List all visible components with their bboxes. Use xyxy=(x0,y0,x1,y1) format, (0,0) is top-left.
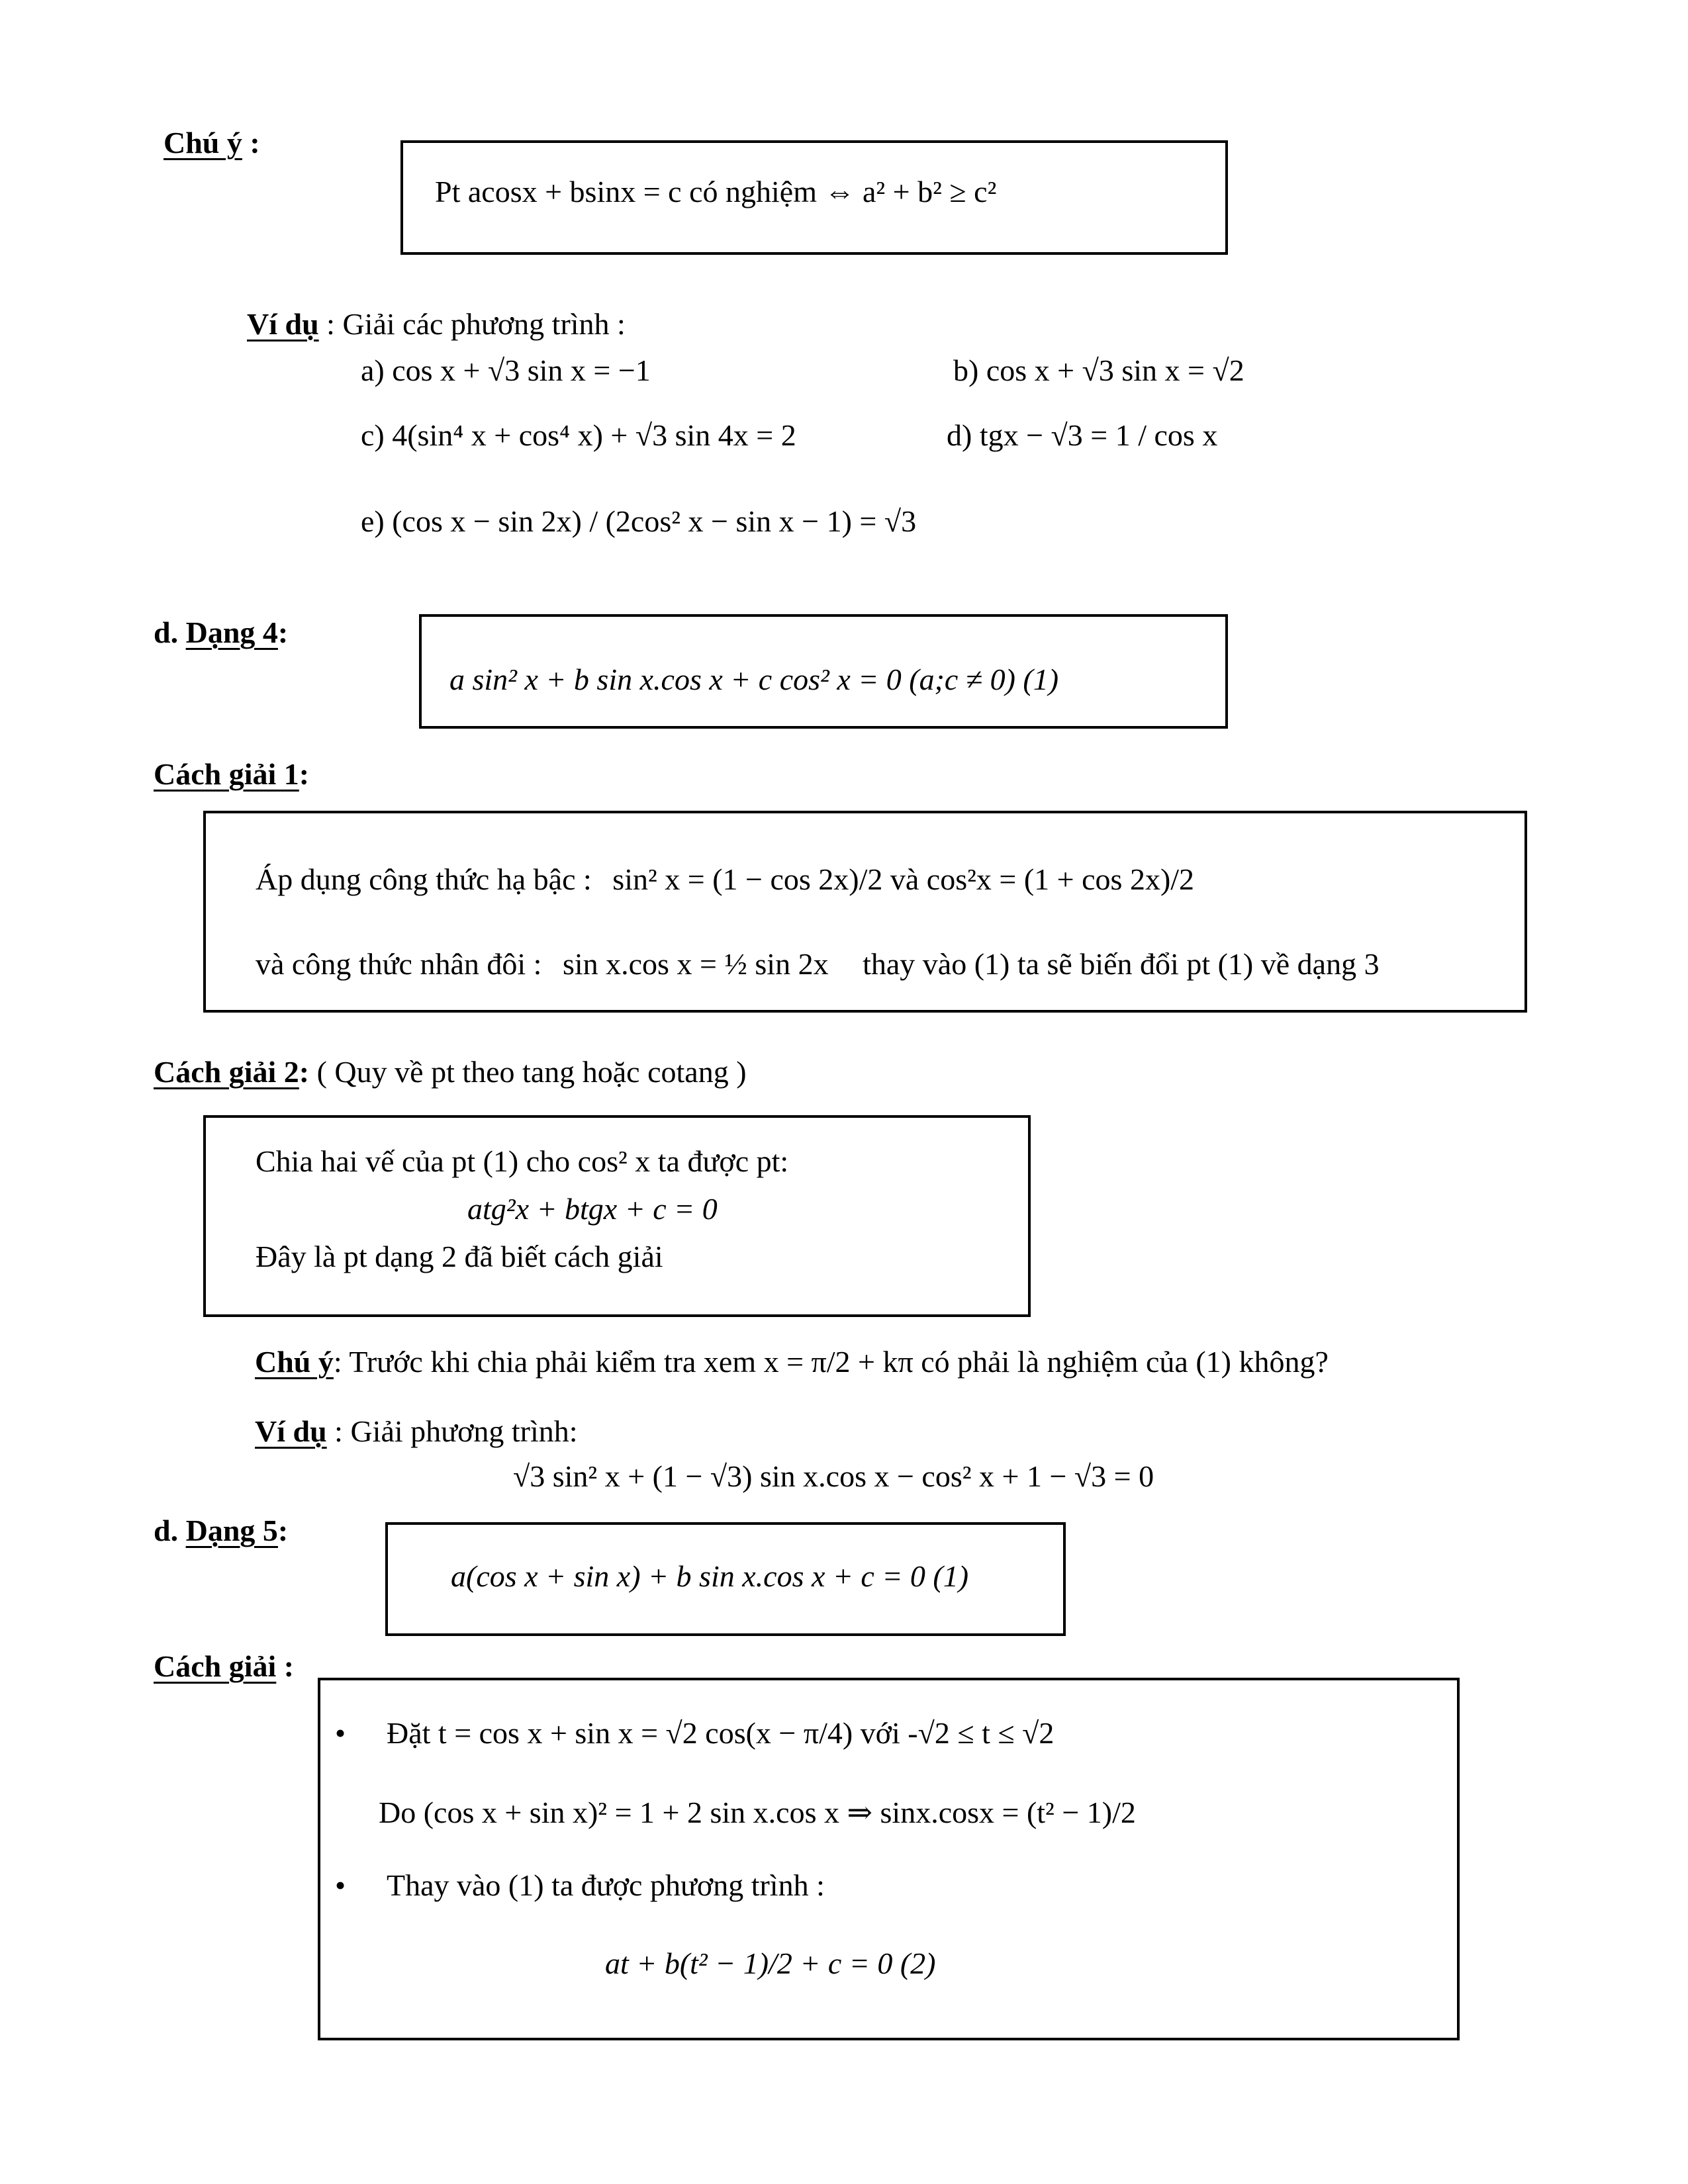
form5-label: Dạng 5 xyxy=(185,1514,278,1547)
method5-colon: : xyxy=(276,1649,295,1683)
note-label: Chú ý xyxy=(164,126,242,159)
method1-line2-post: thay vào (1) ta sẽ biến đổi pt (1) về dạng 3 xyxy=(863,947,1380,981)
form4-heading xyxy=(154,614,288,651)
form4-label: Dạng 4 xyxy=(185,615,278,649)
method2-box-line3: Đây là pt dạng 2 đã biết cách giải xyxy=(256,1240,663,1273)
method2-example-text: : Giải phương trình: xyxy=(326,1414,578,1448)
method2-label: Cách giải 2 xyxy=(154,1055,299,1089)
method2-note-text: : Trước khi chia phải kiểm tra xem x = π/2 + kπ có phải là nghiệm của (1) không? xyxy=(333,1345,1329,1379)
method5-bullet-1: • xyxy=(335,1716,346,1750)
method1-line1-formula: sin² x = (1 − cos 2x)/2 và cos²x = (1 + cos 2x)/2 xyxy=(612,862,1195,896)
method5-label: Cách giải xyxy=(154,1649,277,1683)
example1-e: e) (cos x − sin 2x) / (2cos² x − sin x − 1) = √3 xyxy=(361,504,917,538)
method1-line2-pre: và công thức nhân đôi : xyxy=(256,947,542,981)
note-box xyxy=(400,140,1228,255)
method1-heading xyxy=(154,756,309,792)
method1-line2 xyxy=(256,946,1380,982)
form4-box xyxy=(419,614,1228,729)
note-box-text: Pt acosx + bsinx = c có nghiệm ⇔ a² + b² ≥ c² xyxy=(435,175,997,208)
example1-b: b) cos x + √3 sin x = √2 xyxy=(953,353,1244,387)
method5-box xyxy=(318,1678,1460,2040)
form4-box-text: a sin² x + b sin x.cos x + c cos² x = 0 (a;c ≠ 0) (1) xyxy=(449,662,1059,696)
method2-example-label: Ví dụ xyxy=(255,1414,327,1448)
form5-prefix: d. xyxy=(154,1514,186,1547)
form4-colon: : xyxy=(277,615,289,649)
method2-box xyxy=(203,1115,1031,1317)
example1-heading xyxy=(247,306,626,342)
method5-line4: at + b(t² − 1)/2 + c = 0 (2) xyxy=(605,1946,936,1980)
method5-line1: Đặt t = cos x + sin x = √2 cos(x − π/4) với -√2 ≤ t ≤ √2 xyxy=(387,1716,1055,1750)
method1-line1 xyxy=(256,861,1194,897)
method2-subtitle: ( Quy về pt theo tang hoặc cotang ) xyxy=(309,1055,747,1089)
note-colon: : xyxy=(242,126,260,159)
form5-box-text: a(cos x + sin x) + b sin x.cos x + c = 0 (1) xyxy=(451,1559,969,1593)
method5-line2: Do (cos x + sin x)² = 1 + 2 sin x.cos x ⇒ sinx.cosx = (t² − 1)/2 xyxy=(379,1796,1136,1829)
method1-label: Cách giải 1 xyxy=(154,757,299,791)
method2-note xyxy=(255,1343,1329,1380)
example1-a: a) cos x + √3 sin x = −1 xyxy=(361,353,651,387)
form5-heading xyxy=(154,1512,288,1549)
form5-colon: : xyxy=(277,1514,289,1547)
method5-heading xyxy=(154,1648,294,1684)
example1-c: c) 4(sin⁴ x + cos⁴ x) + √3 sin 4x = 2 xyxy=(361,418,796,452)
method1-line2-formula: sin x.cos x = ½ sin 2x xyxy=(562,947,829,981)
example1-text: : Giải các phương trình : xyxy=(318,307,626,341)
example1-label: Ví dụ xyxy=(247,307,319,341)
method5-line3: Thay vào (1) ta được phương trình : xyxy=(387,1868,825,1902)
method2-note-label: Chú ý xyxy=(255,1345,334,1379)
method2-heading xyxy=(154,1054,747,1090)
method1-box xyxy=(203,811,1527,1013)
form5-box xyxy=(385,1522,1066,1636)
example1-d: d) tgx − √3 = 1 / cos x xyxy=(947,418,1218,452)
method1-line1-pre: Áp dụng công thức hạ bậc : xyxy=(256,862,592,896)
method5-bullet-2: • xyxy=(335,1868,346,1902)
method2-example-eq: √3 sin² x + (1 − √3) sin x.cos x − cos² x + 1 − √3 = 0 xyxy=(513,1459,1154,1493)
method2-example xyxy=(255,1413,578,1449)
method2-colon: : xyxy=(299,1055,310,1089)
method1-colon: : xyxy=(299,757,310,791)
method2-box-line2: atg²x + btgx + c = 0 xyxy=(467,1192,718,1226)
method2-box-line1: Chia hai vế của pt (1) cho cos² x ta được pt: xyxy=(256,1144,789,1178)
note-heading xyxy=(164,124,260,161)
form4-prefix: d. xyxy=(154,615,186,649)
